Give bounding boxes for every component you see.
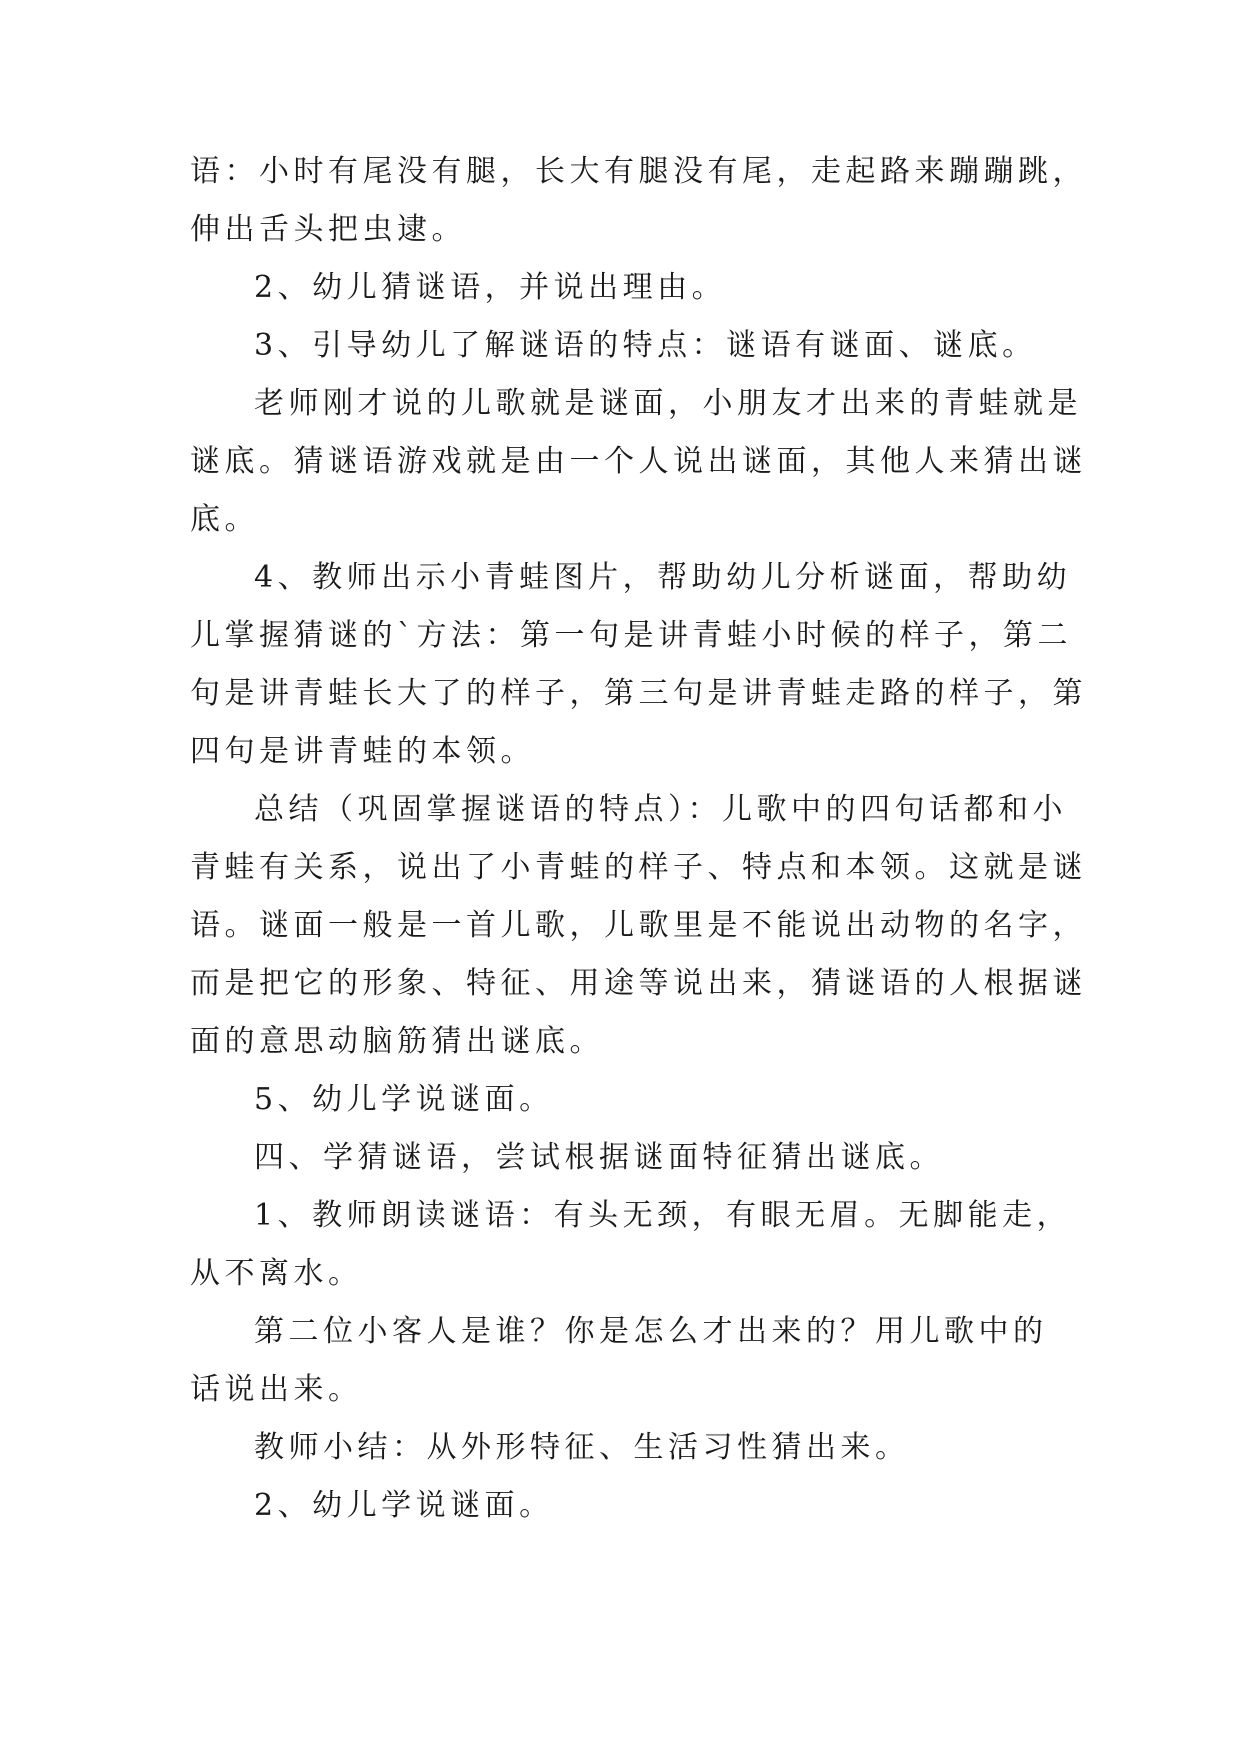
text-line-13: 青蛙有关系，说出了小青蛙的样子、特点和本领。这就是谜: [190, 850, 1087, 885]
text-line-3: 2、幼儿猜谜语，并说出理由。: [254, 270, 727, 305]
text-line-10: 句是讲青蛙长大了的样子，第三句是讲青蛙走路的样子，第: [190, 676, 1087, 711]
text-line-20: 从不离水。: [190, 1256, 363, 1291]
text-line-15: 而是把它的形象、特征、用途等说出来，猜谜语的人根据谜: [190, 966, 1087, 1001]
text-line-8: 4、教师出示小青蛙图片，帮助幼儿分析谜面，帮助幼: [254, 560, 1072, 595]
text-line-1: 语：小时有尾没有腿，长大有腿没有尾，走起路来蹦蹦跳，: [190, 154, 1087, 189]
text-line-11: 四句是讲青蛙的本领。: [190, 734, 535, 769]
text-line-19: 1、教师朗读谜语：有头无颈，有眼无眉。无脚能走，: [254, 1198, 1072, 1233]
text-line-6: 谜底。猜谜语游戏就是由一个人说出谜面，其他人来猜出谜: [190, 444, 1087, 479]
text-line-16: 面的意思动脑筋猜出谜底。: [190, 1024, 604, 1059]
text-line-12: 总结（巩固掌握谜语的特点）：儿歌中的四句话都和小: [254, 792, 1067, 827]
text-line-23: 教师小结：从外形特征、生活习性猜出来。: [254, 1430, 910, 1465]
text-line-4: 3、引导幼儿了解谜语的特点：谜语有谜面、谜底。: [254, 328, 1037, 363]
text-line-18: 四、学猜谜语，尝试根据谜面特征猜出谜底。: [254, 1140, 944, 1175]
text-line-5: 老师刚才说的儿歌就是谜面，小朋友才出来的青蛙就是: [254, 386, 1082, 421]
text-line-21: 第二位小客人是谁？你是怎么才出来的？用儿歌中的: [254, 1314, 1048, 1349]
text-line-2: 伸出舌头把虫逮。: [190, 212, 466, 247]
text-line-7: 底。: [190, 502, 259, 537]
text-line-24: 2、幼儿学说谜面。: [254, 1488, 554, 1523]
text-line-17: 5、幼儿学说谜面。: [254, 1082, 554, 1117]
text-line-22: 话说出来。: [190, 1372, 363, 1407]
text-line-14: 语。谜面一般是一首儿歌，儿歌里是不能说出动物的名字，: [190, 908, 1087, 943]
text-line-9: 儿掌握猜谜的`方法：第一句是讲青蛙小时候的样子，第二: [190, 618, 1072, 653]
